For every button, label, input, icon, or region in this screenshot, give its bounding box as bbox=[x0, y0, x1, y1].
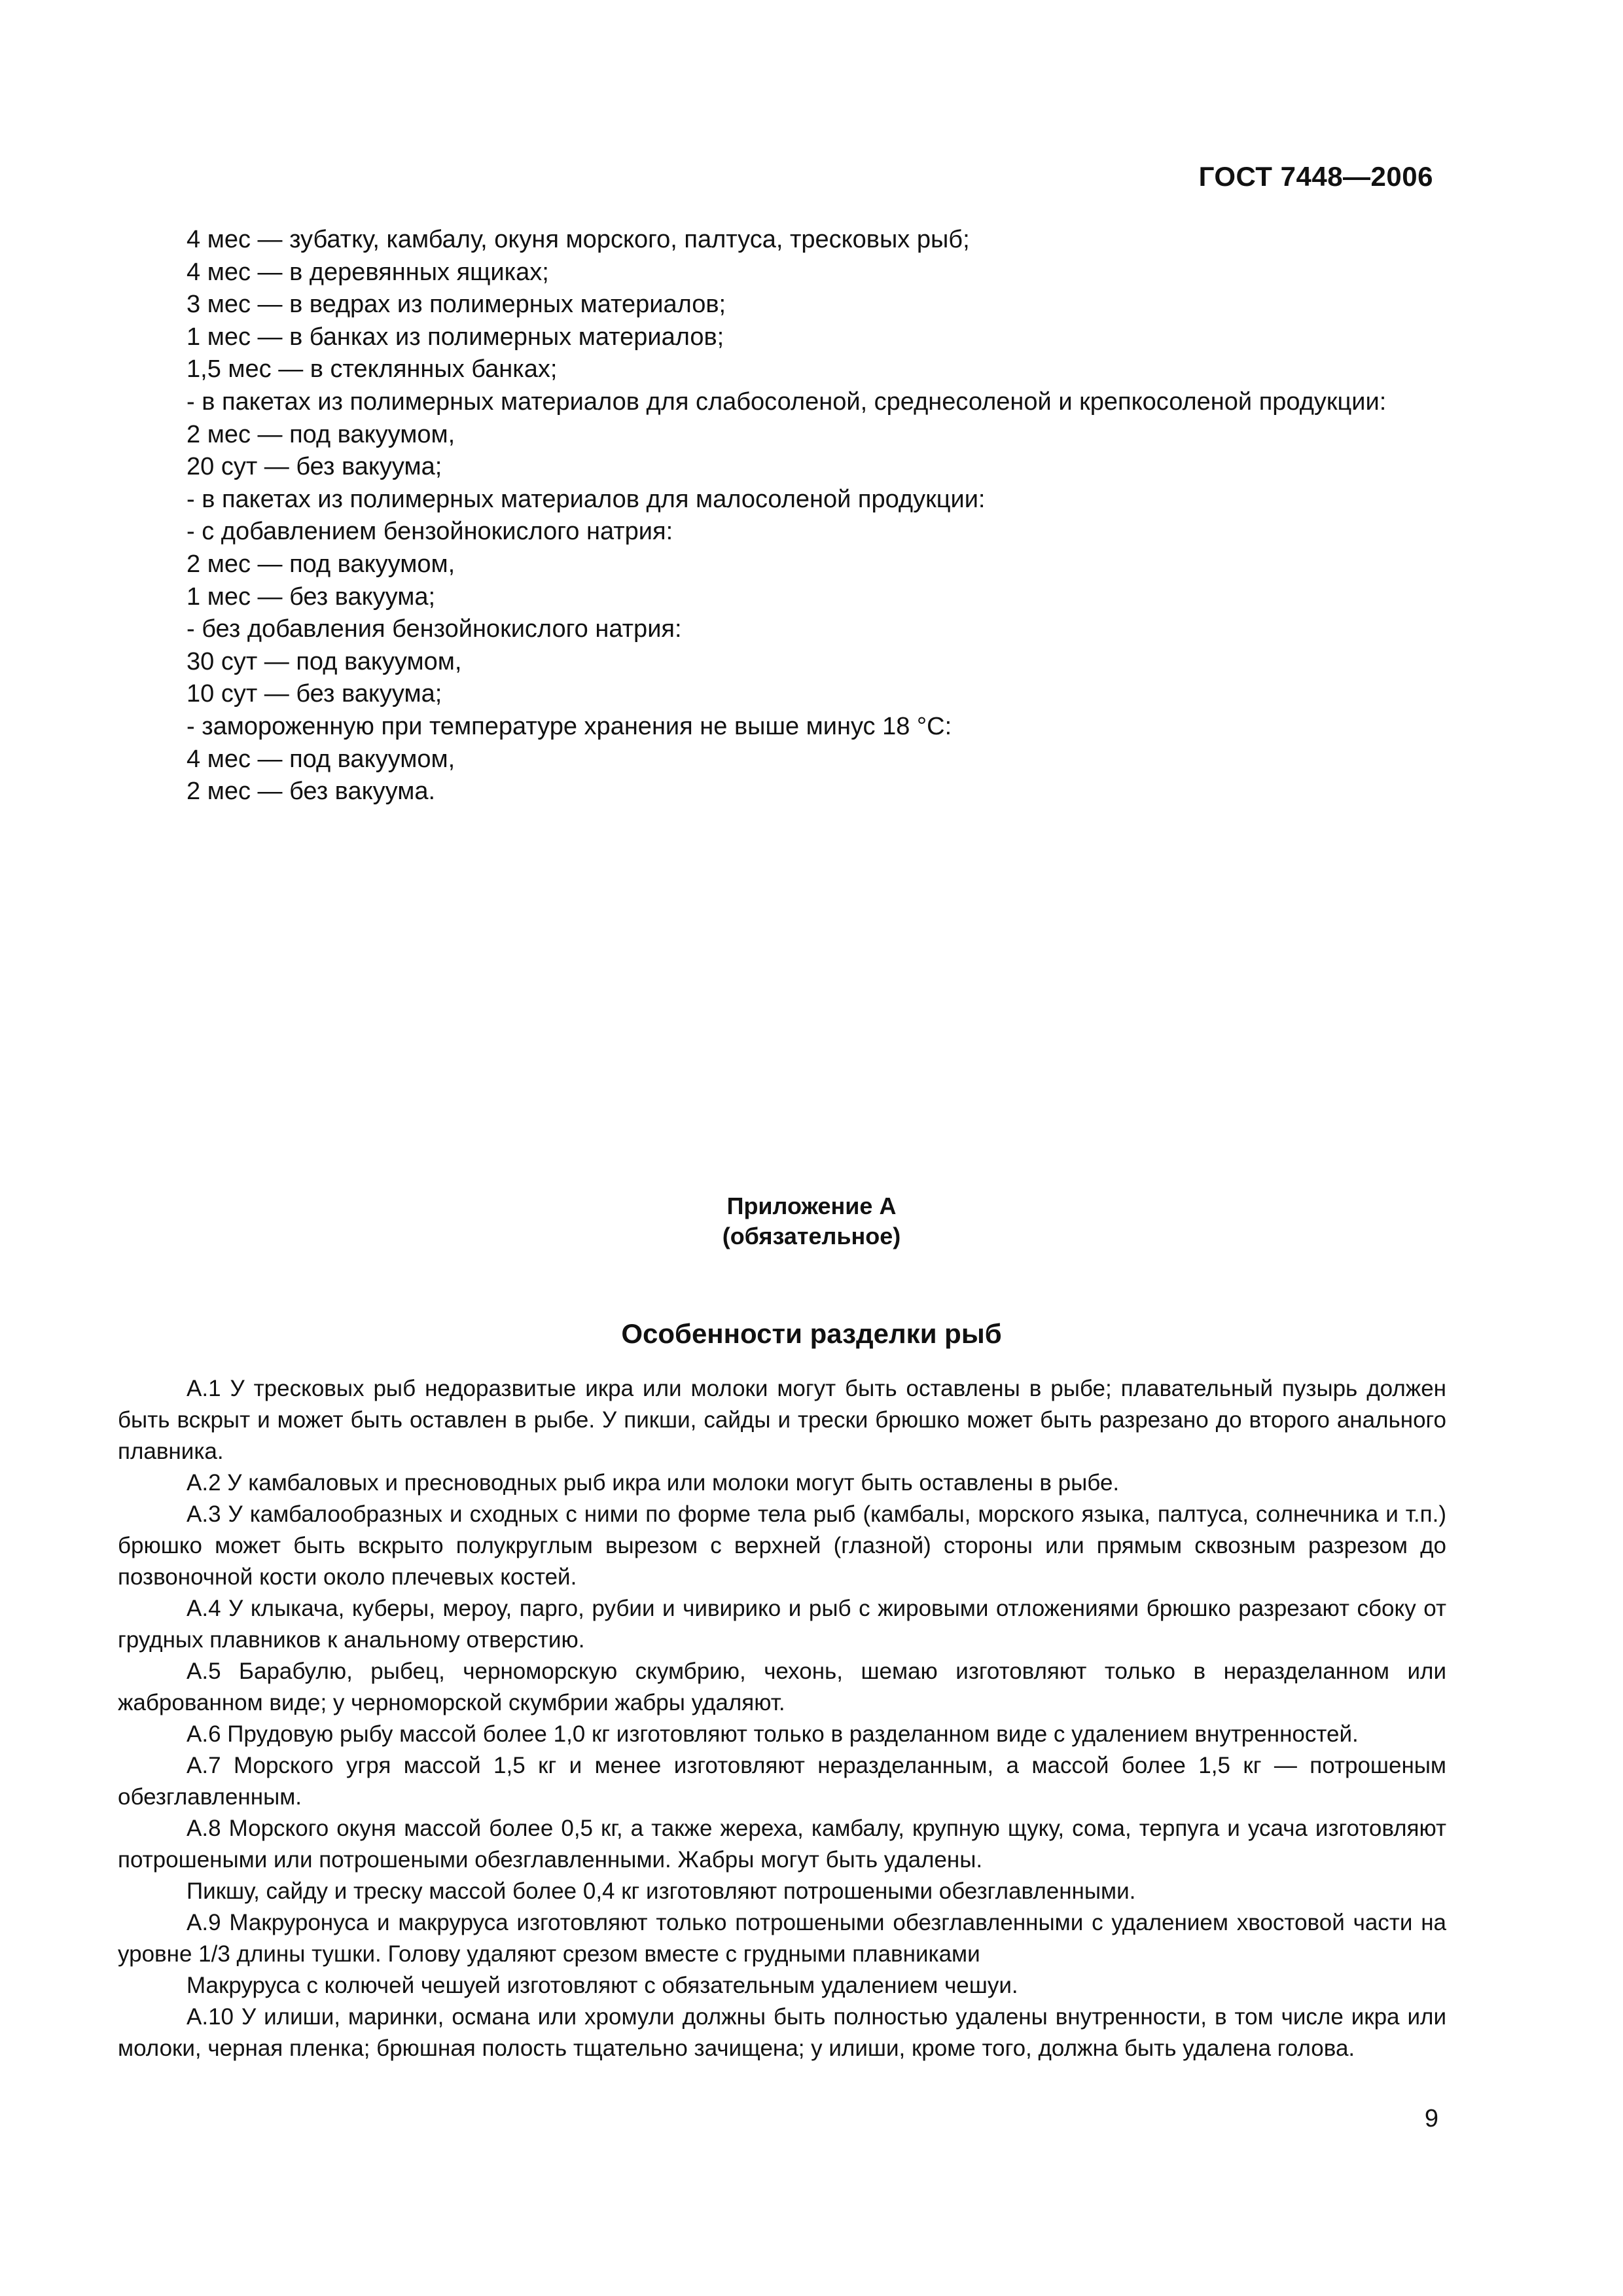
paragraph: А.6 Прудовую рыбу массой более 1,0 кг изготовляют только в разделанном виде с удалением внутренностей. bbox=[187, 1721, 1359, 1747]
list-item: 2 мес — под вакуумом, bbox=[187, 420, 455, 448]
document-code: ГОСТ 7448—2006 bbox=[1198, 161, 1433, 192]
paragraph: А.1 У тресковых рыб недоразвитые икра или молоки могут быть оставлены в рыбе; плавательный пузырь должен быть вскрыт и может быть оставлен в рыбе. У пикши, сайды и трески брюшко может быть разрезано до второго анального плавника. bbox=[118, 1376, 1446, 1464]
list-item: 4 мес — в деревянных ящиках; bbox=[187, 258, 549, 286]
list-item: 3 мес — в ведрах из полимерных материалов; bbox=[187, 291, 726, 319]
paragraph: А.7 Морского угря массой 1,5 кг и менее изготовляют неразделанным, а массой более 1,5 кг — потрошеным обезглавленным. bbox=[118, 1753, 1446, 1810]
list-item: - в пакетах из полимерных материалов для слабосоленой, среднесоленой и крепкосоленой продукции: bbox=[187, 387, 1387, 416]
paragraph: Пикшу, сайду и треску массой более 0,4 кг изготовляют потрошеными обезглавленными. bbox=[187, 1878, 1136, 1904]
paragraph: А.10 У илиши, маринки, османа или хромули должны быть полностью удалены внутренности, в том числе икра или молоки, черная пленка; брюшная полость тщательно зачищена; у илиши, кроме того, должна быть удалена голова. bbox=[118, 2004, 1446, 2061]
list-item: 4 мес — под вакуумом, bbox=[187, 745, 455, 773]
annex-status: (обязательное) bbox=[722, 1223, 901, 1249]
list-item: - с добавлением бензойнокислого натрия: bbox=[187, 518, 673, 546]
list-item: - без добавления бензойнокислого натрия: bbox=[187, 615, 682, 643]
annex-body bbox=[118, 1373, 1446, 2064]
list-item: 4 мес — зубатку, камбалу, окуня морского, палтуса, тресковых рыб; bbox=[187, 226, 970, 253]
paragraph: Макруруса с колючей чешуей изготовляют с обязательным удалением чешуи. bbox=[187, 1973, 1018, 1998]
storage-period-list bbox=[118, 224, 1446, 808]
paragraph: А.3 У камбалообразных и сходных с ними по форме тела рыб (камбалы, морского языка, палтуса, солнечника и т.п.) брюшко может быть вскрыто полукруглым вырезом с верхней (глазной) стороны или прямым сквозным разрезом до позвоночной кости около плечевых костей. bbox=[118, 1501, 1446, 1590]
paragraph: А.2 У камбаловых и пресноводных рыб икра или молоки могут быть оставлены в рыбе. bbox=[187, 1470, 1120, 1496]
list-item: - замороженную при температуре хранения не выше минус 18 °С: bbox=[187, 712, 952, 740]
list-item: 10 сут — без вакуума; bbox=[187, 680, 442, 708]
list-item: 1 мес — в банках из полимерных материалов; bbox=[187, 323, 724, 351]
paragraph: А.9 Макруронуса и макруруса изготовляют только потрошеными обезглавленными с удалением хвостовой части на уровне 1/3 длины тушки. Голову удаляют срезом вместе с грудными плавниками bbox=[118, 1910, 1446, 1967]
list-item: 1 мес — без вакуума; bbox=[187, 583, 436, 611]
paragraph: А.8 Морского окуня массой более 0,5 кг, а также жереха, камбалу, крупную щуку, сома, терпуга и усача изготовляют потрошеными или потрошеными обезглавленными. Жабры могут быть удалены. bbox=[118, 1816, 1446, 1873]
list-item: 1,5 мес — в стеклянных банках; bbox=[187, 355, 558, 384]
section-title: Особенности разделки рыб bbox=[621, 1318, 1002, 1349]
page-number: 9 bbox=[1424, 2105, 1438, 2132]
annex-title: Приложение А bbox=[726, 1193, 897, 1219]
annex-heading bbox=[0, 1191, 1623, 1251]
list-item: 30 сут — под вакуумом, bbox=[187, 647, 462, 675]
paragraph: А.5 Барабулю, рыбец, черноморскую скумбрию, чехонь, шемаю изготовляют только в неразделанном или жаброванном виде; у черноморской скумбрии жабры удаляют. bbox=[118, 1659, 1446, 1715]
paragraph: А.4 У клыкача, куберы, мероу, парго, рубии и чивирико и рыб с жировыми отложениями брюшко разрезают сбоку от грудных плавников к анальному отверстию. bbox=[118, 1596, 1446, 1653]
list-item: - в пакетах из полимерных материалов для малосоленой продукции: bbox=[187, 485, 986, 513]
list-item: 20 сут — без вакуума; bbox=[187, 453, 442, 481]
list-item: 2 мес — под вакуумом, bbox=[187, 550, 455, 578]
list-item: 2 мес — без вакуума. bbox=[187, 778, 436, 806]
